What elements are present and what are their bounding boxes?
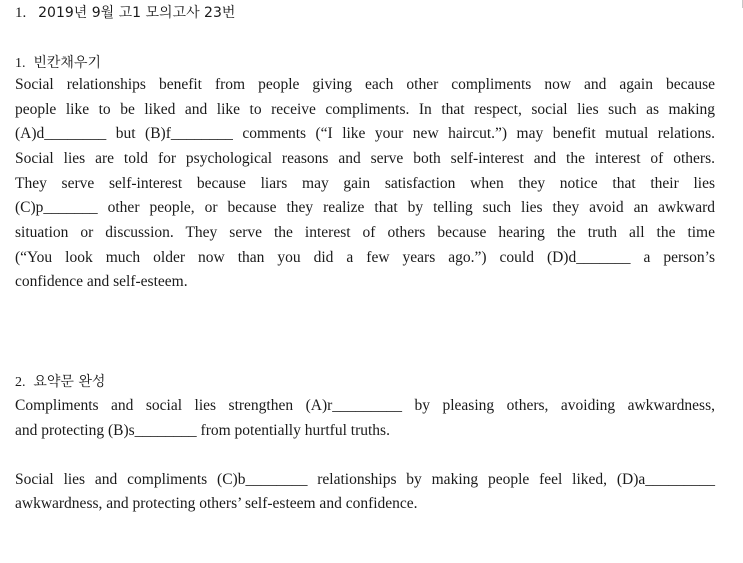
summary-line: Social lies and compliments (C)b________ relationships by making people feel liked, (D)a_________: [15, 471, 715, 488]
section1-line: people like to be liked and like to receive compliments. In that respect, social lies such as making: [15, 101, 715, 118]
title-number: 1.: [15, 5, 27, 21]
section1-line: confidence and self-esteem.: [15, 273, 188, 290]
section1-line: situation or discussion. They serve the interest of others because hearing the truth all the time: [15, 224, 715, 241]
title-text: 2019년 9월 고1 모의고사 23번: [38, 5, 236, 21]
document-title: [15, 2, 235, 22]
section1-title: 빈칸채우기: [33, 55, 101, 71]
section2-heading: [15, 371, 105, 391]
section1-heading: [15, 52, 101, 72]
section1-number: 1.: [15, 56, 26, 71]
section1-line: (“You look much older now than you did a few years ago.”) could (D)d_______ a person’s: [15, 249, 715, 266]
summary-line: Compliments and social lies strengthen (A)r_________ by pleasing others, avoiding awkwardness,: [15, 397, 715, 414]
section1-line: (A)d________ but (B)f________ comments (“I like your new haircut.”) may benefit mutual relations.: [15, 125, 715, 142]
section1-line: They serve self-interest because liars may gain satisfaction when they notice that their lies: [15, 175, 715, 192]
section1-line: Social lies are told for psychological reasons and serve both self-interest and the interest of others.: [15, 150, 715, 167]
section2-number: 2.: [15, 375, 26, 390]
section1-line: Social relationships benefit from people giving each other compliments now and again because: [15, 76, 715, 93]
summary-line: and protecting (B)s________ from potentially hurtful truths.: [15, 422, 390, 439]
summary-line: awkwardness, and protecting others’ self-esteem and confidence.: [15, 495, 418, 512]
section2-title: 요약문 완성: [33, 374, 106, 390]
section1-line: (C)p_______ other people, or because they realize that by telling such lies they avoid an awkward: [15, 199, 715, 216]
